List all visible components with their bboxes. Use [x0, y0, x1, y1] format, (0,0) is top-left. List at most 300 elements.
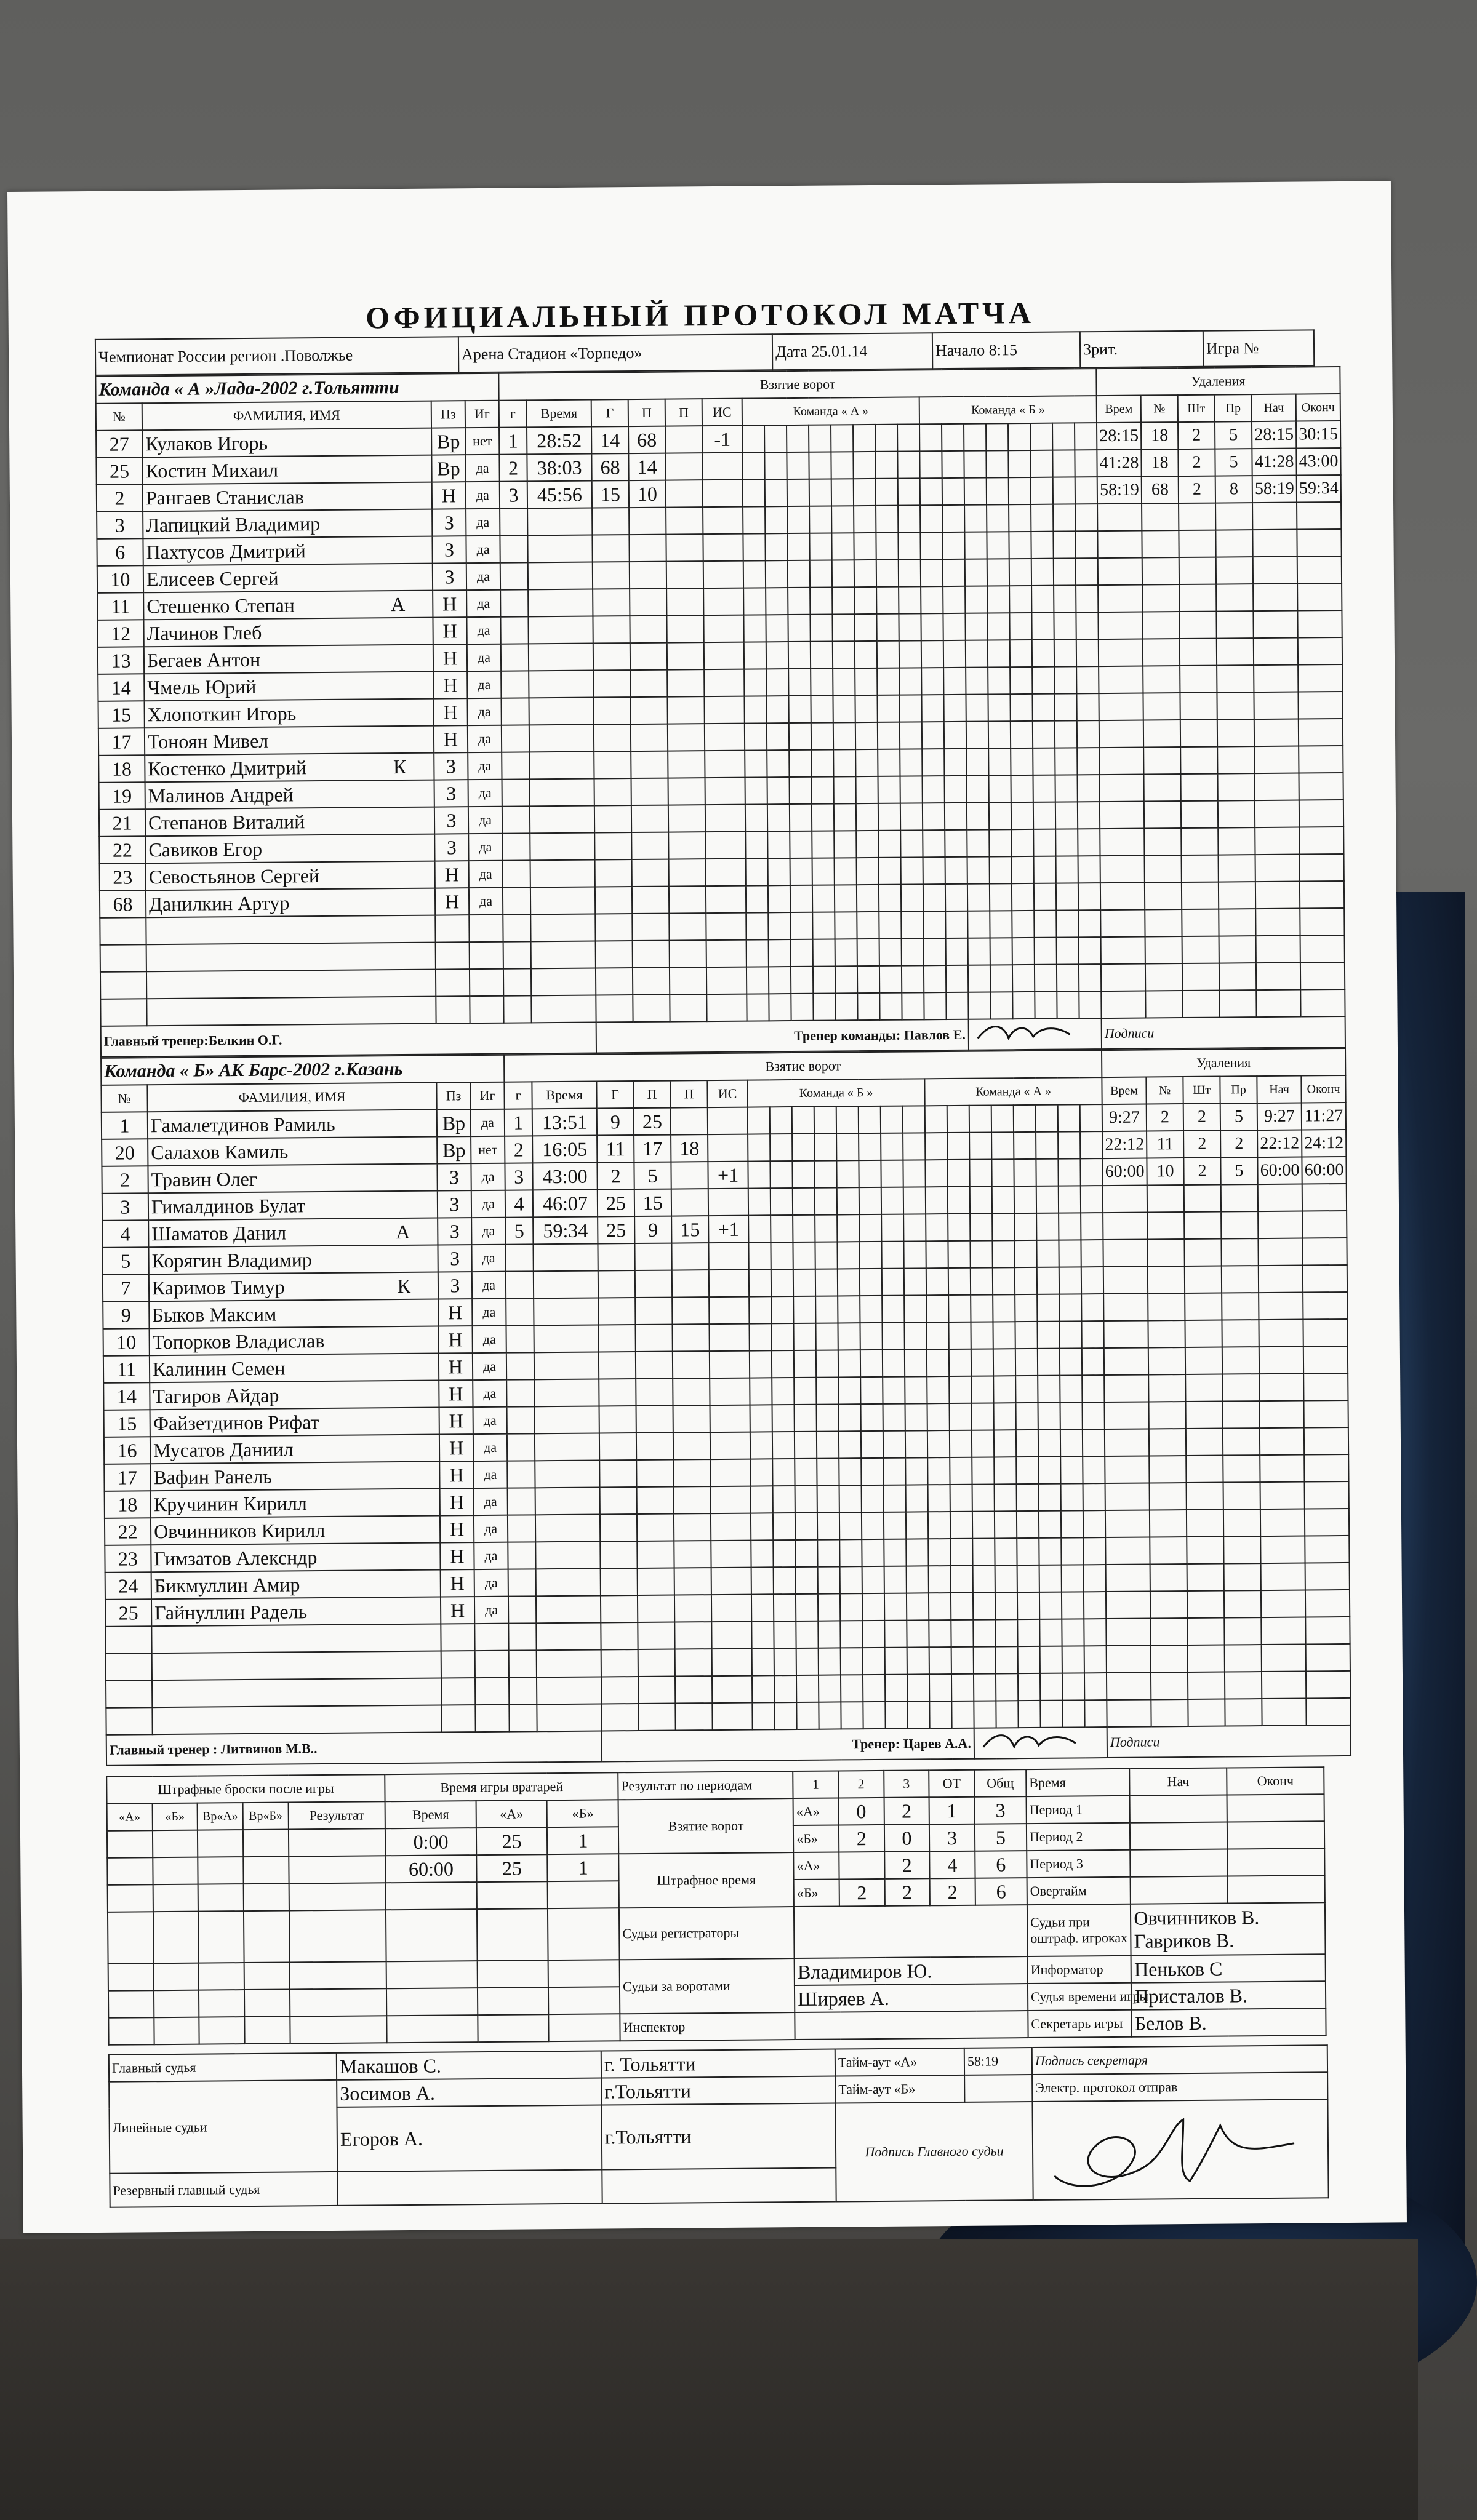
grid-cell	[899, 695, 921, 722]
grid-cell	[989, 829, 1011, 856]
goal-g: 68	[591, 453, 628, 480]
grid-cell	[745, 777, 767, 804]
grid-cell	[884, 1566, 907, 1593]
grid-cell	[1260, 1401, 1304, 1429]
grid-cell	[1036, 1186, 1059, 1213]
grid-cell	[1018, 1646, 1040, 1673]
grid-cell	[1033, 829, 1055, 856]
grid-cell	[833, 749, 855, 776]
grid-cell	[1219, 882, 1255, 909]
grid-cell	[1076, 558, 1098, 585]
grid-cell	[706, 859, 746, 887]
grid-cell	[990, 883, 1012, 911]
grid-cell	[905, 1430, 927, 1457]
player-number: 10	[97, 565, 143, 593]
player-number: 25	[96, 457, 142, 485]
grid-cell	[929, 1701, 951, 1728]
grid-cell	[1104, 1320, 1148, 1348]
grid-cell	[706, 940, 747, 968]
grid-cell	[1009, 559, 1031, 586]
grid-cell	[530, 833, 594, 861]
grid-cell	[946, 965, 968, 992]
grid-cell	[881, 1133, 903, 1160]
grid-cell	[1099, 720, 1143, 748]
player-role: А	[391, 592, 406, 615]
grid-cell	[987, 586, 1009, 613]
grid-cell	[860, 1350, 883, 1377]
grid-cell	[967, 776, 989, 803]
grid-cell	[929, 1566, 951, 1593]
grid-cell	[878, 831, 900, 858]
grid-cell	[767, 723, 789, 750]
grid-cell	[1056, 856, 1078, 883]
so-col: «А»	[107, 1803, 153, 1831]
player-played: да	[467, 698, 501, 725]
grid-cell	[1055, 720, 1077, 748]
grid-cell	[787, 506, 809, 533]
grid-cell	[859, 1160, 881, 1187]
grid-cell	[882, 1269, 904, 1296]
grid-cell	[674, 1541, 711, 1568]
grid-cell	[883, 1431, 905, 1458]
grid-cell	[599, 1352, 636, 1379]
player-number: 3	[102, 1193, 148, 1221]
grid-cell	[1038, 1430, 1060, 1457]
grid-cell	[593, 643, 630, 670]
goal-t: 45:56	[527, 481, 592, 509]
player-played: да	[473, 1434, 507, 1461]
head-coach: Главный тренер:Белкин О.Г.	[101, 1023, 596, 1057]
grid-cell	[885, 1675, 907, 1702]
goal-p1: 9	[634, 1216, 671, 1243]
player-position: Н	[440, 1515, 474, 1542]
grid-cell	[813, 939, 835, 966]
grid-cell	[1058, 1158, 1080, 1186]
grid-cell	[146, 997, 436, 1026]
grid-cell	[795, 1405, 817, 1432]
grid-cell	[831, 479, 854, 506]
grid-cell	[966, 749, 988, 776]
grid-cell	[1106, 1591, 1150, 1619]
player-number: 18	[105, 1491, 151, 1518]
grid-cell	[772, 1432, 795, 1459]
grid-cell	[809, 425, 831, 452]
grid-cell	[1149, 1402, 1186, 1429]
grid-cell	[1012, 992, 1035, 1019]
grid-cell	[1077, 720, 1099, 748]
player-name-cell	[150, 1462, 439, 1491]
grid-cell	[1081, 1267, 1103, 1294]
grid-cell	[787, 425, 809, 452]
gk-col: «А»	[476, 1800, 547, 1828]
ref-sign-label: Подпись Главного судьи	[835, 2102, 1033, 2202]
grid-cell	[770, 1161, 792, 1188]
grid-cell	[968, 965, 990, 992]
grid-cell	[923, 857, 945, 884]
grid-cell	[1223, 1401, 1260, 1428]
player-name: Степанов Виталий	[148, 810, 305, 834]
col-team-own: Команда « А »	[742, 397, 919, 425]
grid-cell	[596, 941, 633, 968]
grid-cell	[1150, 1483, 1187, 1510]
grid-cell	[673, 1351, 710, 1378]
grid-cell	[1143, 693, 1180, 720]
grid-cell	[601, 1568, 638, 1595]
grid-cell	[599, 1406, 636, 1433]
grid-cell	[883, 1377, 905, 1404]
grid-cell	[876, 506, 898, 533]
grid-cell	[711, 1568, 751, 1595]
grid-cell	[972, 1403, 994, 1430]
grid-cell	[810, 587, 832, 614]
timekeeper-label: Судья времени игры	[1028, 1983, 1132, 2011]
grid-cell	[1038, 1322, 1060, 1349]
grid-cell	[638, 1677, 675, 1704]
grid-cell	[598, 1298, 635, 1325]
grid-cell	[534, 1271, 598, 1299]
grid-cell	[773, 1486, 795, 1513]
grid-cell	[106, 1680, 152, 1708]
grid-cell	[836, 1160, 859, 1187]
grid-cell	[790, 912, 812, 939]
grid-cell	[1300, 908, 1344, 936]
grid-cell	[774, 1594, 796, 1621]
grid-cell	[503, 860, 530, 887]
grid-cell	[1012, 883, 1034, 911]
penalty-s: 22:12	[1257, 1130, 1302, 1158]
grid-cell	[536, 1622, 601, 1650]
col-goal-num: г	[504, 1082, 532, 1109]
grid-cell	[1305, 1590, 1350, 1617]
penalty-n: 68	[1142, 476, 1179, 503]
grid-cell	[592, 535, 629, 562]
grid-cell	[1302, 1211, 1347, 1238]
grid-cell	[884, 1512, 906, 1539]
grid-cell	[1015, 1294, 1037, 1322]
grid-cell	[631, 724, 668, 751]
player-played: нет	[465, 428, 499, 455]
grid-cell	[994, 1430, 1016, 1457]
grid-cell	[596, 968, 633, 995]
linesman-city: г.Тольятти	[601, 2103, 836, 2170]
player-number: 14	[103, 1382, 150, 1410]
grid-cell	[860, 1377, 883, 1404]
grid-cell	[793, 1269, 815, 1296]
grid-cell	[1182, 909, 1219, 936]
grid-cell	[747, 967, 769, 994]
grid-cell	[817, 1485, 839, 1512]
grid-cell	[1261, 1617, 1305, 1645]
grid-cell	[711, 1513, 751, 1541]
grid-cell	[838, 1377, 860, 1404]
player-played: да	[474, 1542, 508, 1569]
player-played: да	[468, 780, 502, 807]
grid-cell	[1081, 1321, 1103, 1348]
grid-cell	[745, 804, 767, 831]
grid-cell	[860, 1323, 883, 1350]
player-number: 17	[98, 728, 145, 756]
grid-cell	[1057, 937, 1079, 964]
grid-cell	[812, 776, 834, 803]
grid-cell	[1084, 1673, 1107, 1700]
grid-cell	[509, 1704, 537, 1731]
player-name-cell	[151, 1489, 440, 1518]
grid-cell	[859, 1242, 881, 1269]
player-name-cell	[149, 1299, 438, 1329]
player-name: Каримов Тимур	[151, 1275, 285, 1299]
grid-cell	[906, 1512, 928, 1539]
grid-cell	[769, 967, 791, 994]
grid-cell	[1076, 612, 1098, 639]
grid-cell	[630, 670, 667, 697]
player-number: 68	[100, 890, 146, 918]
grid-cell	[766, 696, 788, 723]
grid-cell	[768, 858, 790, 885]
player-played: да	[474, 1488, 508, 1515]
grid-cell	[972, 1511, 995, 1538]
penalty-n: 11	[1147, 1131, 1183, 1158]
grid-cell	[876, 614, 899, 641]
penalty-e: 43:00	[1296, 448, 1340, 476]
grid-cell	[1009, 477, 1031, 504]
grid-cell	[833, 695, 855, 722]
period-3: 3	[884, 1770, 929, 1798]
grid-cell	[831, 533, 854, 560]
player-name: Хлопоткин Игорь	[147, 701, 297, 725]
player-number: 20	[102, 1139, 148, 1166]
penalty-e: 59:34	[1297, 475, 1341, 503]
grid-cell	[831, 425, 853, 452]
grid-cell	[506, 1352, 534, 1379]
grid-cell	[506, 1325, 534, 1352]
grid-cell	[766, 615, 788, 642]
grid-cell	[599, 1379, 636, 1406]
col-team-opp: Команда « А »	[924, 1077, 1102, 1106]
grid-cell	[745, 750, 767, 777]
player-name: Гимзатов Алексндр	[154, 1545, 318, 1569]
grid-cell	[809, 506, 831, 533]
grid-cell	[1259, 1293, 1303, 1320]
gk-a: 25	[476, 1827, 548, 1855]
grid-cell	[788, 696, 811, 723]
penalty-s: 60:00	[1257, 1157, 1302, 1185]
grid-cell	[1180, 639, 1217, 666]
grid-cell	[903, 1133, 925, 1160]
grid-cell	[923, 830, 945, 857]
col-team-own: Команда « Б »	[747, 1079, 924, 1107]
grid-cell	[815, 1187, 837, 1214]
grid-cell	[1148, 1347, 1185, 1374]
grid-cell	[100, 917, 146, 945]
grid-cell	[795, 1513, 817, 1540]
grid-cell	[1216, 557, 1253, 584]
grid-cell	[1075, 531, 1097, 558]
grid-cell	[1103, 1186, 1147, 1213]
player-name-cell	[148, 1137, 437, 1166]
grid-cell	[770, 1107, 792, 1134]
grid-cell	[1217, 638, 1254, 665]
grid-cell	[993, 1322, 1015, 1349]
player-played: нет	[471, 1136, 505, 1163]
grid-cell	[711, 1622, 751, 1649]
grid-cell	[970, 1240, 992, 1267]
grid-cell	[881, 1106, 903, 1133]
grid-cell	[1077, 748, 1099, 775]
teamA-table	[95, 366, 1346, 1058]
goal-is: +1	[708, 1216, 748, 1243]
grid-cell	[942, 451, 964, 478]
grid-cell	[636, 1352, 673, 1379]
player-name: Севостьянов Сергей	[148, 864, 320, 888]
grid-cell	[1015, 1267, 1037, 1294]
grid-cell	[814, 1133, 836, 1160]
grid-cell	[502, 698, 529, 725]
goal-p2	[671, 1162, 708, 1189]
grid-cell	[1179, 612, 1216, 639]
grid-cell	[1260, 1509, 1305, 1537]
grid-cell	[794, 1350, 816, 1378]
grid-cell	[809, 452, 831, 479]
grid-cell	[1058, 1131, 1080, 1158]
grid-cell	[1300, 962, 1345, 990]
pen-b: 6	[975, 1878, 1027, 1905]
grid-cell	[1061, 1483, 1083, 1510]
grid-cell	[1298, 692, 1342, 719]
grid-cell	[752, 1648, 774, 1675]
player-played: да	[465, 455, 499, 482]
grid-cell	[881, 1160, 903, 1187]
gk-time: 0:00	[385, 1828, 476, 1856]
grid-cell	[819, 1675, 841, 1702]
grid-cell	[1224, 1590, 1261, 1617]
grid-cell	[1302, 1184, 1347, 1211]
grid-cell	[1052, 450, 1075, 477]
grid-cell	[1100, 910, 1145, 938]
grid-cell	[596, 995, 633, 1022]
grid-cell	[703, 507, 743, 535]
grid-cell	[897, 451, 919, 478]
grid-cell	[815, 1269, 838, 1296]
grid-cell	[1039, 1511, 1061, 1538]
grid-cell	[743, 615, 766, 642]
grid-cell	[835, 885, 857, 912]
player-name: Гайнуллин Радель	[154, 1600, 308, 1624]
grid-cell	[1084, 1565, 1106, 1592]
grid-cell	[1298, 637, 1342, 665]
grid-cell	[1036, 1240, 1059, 1267]
grid-cell	[927, 1403, 950, 1430]
grid-cell	[1080, 1104, 1102, 1131]
grid-cell	[878, 749, 900, 776]
grid-cell	[857, 966, 879, 993]
grid-cell	[1216, 584, 1253, 611]
grid-cell	[905, 1457, 927, 1485]
grid-cell	[1017, 1565, 1039, 1592]
player-position: Н	[440, 1488, 474, 1515]
grid-cell	[1060, 1456, 1083, 1483]
grid-cell	[1255, 773, 1299, 801]
grid-cell	[1303, 1346, 1348, 1374]
grid-cell	[788, 669, 811, 696]
grid-cell	[743, 588, 766, 615]
grid-cell	[1223, 1509, 1260, 1536]
grid-cell	[500, 508, 527, 535]
grid-cell	[995, 1565, 1017, 1592]
penalty-sht: 2	[1178, 422, 1215, 449]
grid-cell	[1299, 746, 1343, 773]
grid-cell	[835, 912, 857, 939]
referee-label: Главный судья	[109, 2053, 337, 2082]
grid-cell	[105, 1626, 151, 1654]
grid-cell	[990, 938, 1012, 965]
grid-cell	[638, 1595, 674, 1622]
grid-cell	[1145, 855, 1182, 882]
grid-cell	[902, 965, 924, 992]
grid-cell	[879, 885, 901, 912]
col-assist: П	[628, 399, 665, 426]
grid-cell	[1012, 911, 1034, 938]
goal-t: 59:34	[533, 1217, 598, 1245]
grid-cell	[1180, 747, 1217, 774]
grid-cell	[506, 1379, 534, 1406]
grid-cell	[1256, 963, 1300, 991]
col-pen-num: №	[1141, 395, 1178, 422]
player-name-cell	[142, 455, 431, 485]
player-number: 9	[103, 1301, 149, 1329]
player-position: Н	[434, 725, 468, 752]
gk-col: «Б»	[547, 1800, 618, 1827]
grid-cell	[1075, 450, 1097, 477]
grid-cell	[878, 722, 900, 749]
grid-cell	[100, 944, 146, 972]
player-position: Н	[439, 1461, 473, 1488]
grid-cell	[995, 1538, 1017, 1565]
grid-cell	[921, 668, 943, 695]
grid-cell	[705, 832, 745, 859]
goal-g: 25	[598, 1216, 634, 1243]
grid-cell	[1225, 1699, 1262, 1726]
grid-cell	[920, 532, 942, 559]
referee-name: Макашов С.	[337, 2051, 601, 2080]
player-position: З	[438, 1272, 472, 1299]
grid-cell	[1014, 1132, 1036, 1159]
grid-cell	[501, 671, 529, 698]
grid-cell	[1053, 531, 1075, 558]
grid-cell	[100, 999, 146, 1026]
grid-cell	[594, 805, 631, 832]
grid-cell	[1224, 1563, 1261, 1590]
grid-cell	[1060, 1375, 1082, 1402]
grid-cell	[1143, 720, 1180, 747]
grid-cell	[751, 1540, 773, 1567]
col-num: №	[101, 1085, 147, 1112]
grid-cell	[991, 1132, 1014, 1159]
grid-cell	[1055, 748, 1077, 775]
penalty-s: 58:19	[1252, 476, 1297, 503]
grid-cell	[768, 912, 790, 939]
player-name: Калинин Семен	[152, 1357, 286, 1380]
grid-cell	[1218, 827, 1255, 855]
goal-t: 28:52	[527, 427, 591, 455]
grid-cell	[968, 992, 990, 1019]
col-num: №	[96, 403, 142, 431]
head-coach: Главный тренер : Литвинов М.В..	[106, 1731, 602, 1765]
grid-cell	[1039, 1565, 1062, 1592]
grid-cell	[1219, 936, 1256, 963]
grid-cell	[811, 749, 833, 776]
grid-cell	[1260, 1428, 1304, 1456]
player-played: да	[472, 1272, 506, 1299]
